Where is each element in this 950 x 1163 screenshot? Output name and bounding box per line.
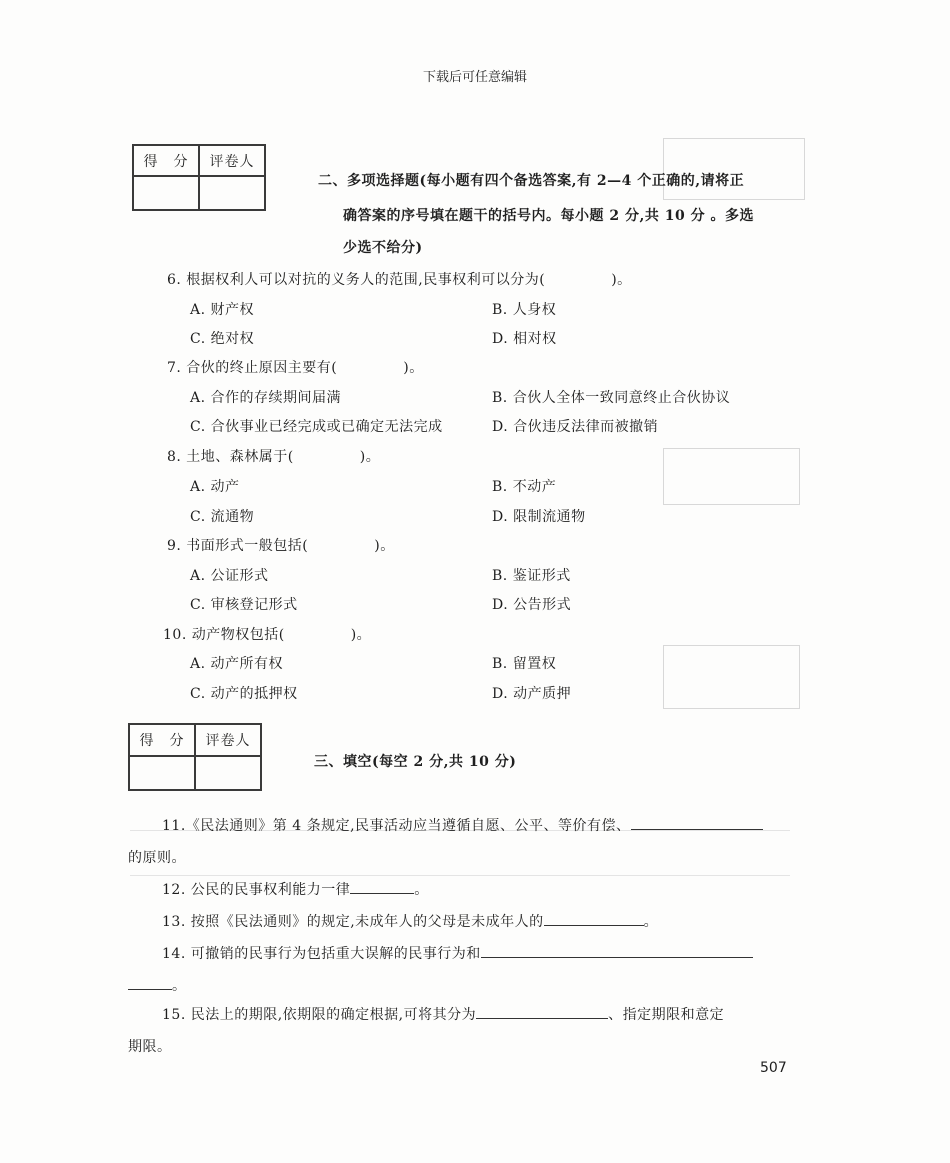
question-7-option-b: B. 合伙人全体一致同意终止合伙协议 (492, 390, 731, 406)
question-8-option-b: B. 不动产 (492, 479, 557, 495)
section-3-title: 三、填空(每空 2 分,共 10 分) (314, 754, 517, 770)
question-9-option-b: B. 鉴证形式 (492, 568, 571, 584)
answer-blank (544, 911, 644, 926)
question-8-option-d: D. 限制流通物 (492, 509, 586, 525)
fill-question-text: 13. 按照《民法通则》的规定,未成年人的父母是未成年人的 (162, 914, 544, 930)
reviewer-label: 评卷人 (195, 724, 261, 756)
question-6-option-d: D. 相对权 (492, 331, 557, 347)
question-stem-text: 9. 书面形式一般包括( (167, 538, 309, 554)
question-10-option-a: A. 动产所有权 (190, 656, 284, 672)
question-8-option-a: A. 动产 (190, 479, 240, 495)
bleed-through-line (130, 875, 790, 876)
question-stem-text: 10. 动产物权包括( (163, 627, 285, 643)
fill-question-text: 11.《民法通则》第 4 条规定,民事活动应当遵循自愿、公平、等价有偿、 (162, 818, 631, 834)
fill-question-end: 。 (414, 882, 429, 898)
fill-question-text: 12. 公民的民事权利能力一律 (162, 882, 351, 898)
question-7-option-a: A. 合作的存续期间届满 (190, 390, 342, 406)
section-2-title-line1: 二、多项选择题(每小题有四个备选答案,有 2—4 个正确的,请将正 (318, 173, 745, 189)
fill-question-end: 。 (643, 914, 659, 930)
fill-question-11 (162, 815, 763, 835)
question-6-option-a: A. 财产权 (190, 302, 255, 318)
fill-question-15-cont: 期限。 (128, 1039, 172, 1055)
section-2-title-line3: 少选不给分) (343, 240, 423, 256)
fill-question-14-cont (128, 975, 187, 995)
question-stem-end: )。 (350, 627, 372, 643)
question-9-stem (167, 535, 395, 555)
score-box (132, 144, 266, 211)
answer-blank (481, 943, 753, 958)
question-7-option-c: C. 合伙事业已经完成或已确定无法完成 (190, 419, 443, 435)
fill-question-text-2: 、指定期限和意定 (608, 1007, 725, 1023)
question-stem-end: )。 (403, 360, 424, 376)
reviewer-cell (195, 756, 261, 790)
score-label: 得 分 (129, 724, 195, 756)
question-stem-text: 7. 合伙的终止原因主要有( (167, 360, 338, 376)
score-label: 得 分 (133, 145, 199, 176)
page-header: 下载后可任意编辑 (422, 70, 527, 85)
answer-blank (350, 879, 414, 894)
fill-question-11-cont: 的原则。 (128, 850, 186, 866)
question-8-option-c: C. 流通物 (190, 509, 255, 525)
question-10-stem (163, 624, 371, 644)
answer-blank (631, 815, 763, 830)
score-cell (129, 756, 195, 790)
question-stem-end: )。 (359, 449, 381, 465)
question-7-stem (167, 357, 424, 377)
fill-question-14 (162, 943, 753, 963)
question-9-option-c: C. 审核登记形式 (190, 597, 298, 613)
answer-blank (476, 1004, 608, 1019)
bleed-through-box-2 (663, 448, 800, 505)
question-9-option-a: A. 公证形式 (190, 568, 269, 584)
bleed-through-box-1 (663, 138, 805, 200)
fill-question-text: 15. 民法上的期限,依期限的确定根据,可将其分为 (162, 1007, 477, 1023)
fill-question-13 (162, 911, 658, 931)
question-7-option-d: D. 合伙违反法律而被撤销 (492, 419, 659, 435)
question-8-stem (167, 446, 380, 466)
score-box (128, 723, 262, 791)
bleed-through-box-3 (663, 645, 800, 709)
question-stem-text: 6. 根据权利人可以对抗的义务人的范围,民事权利可以分为( (167, 272, 546, 288)
question-6-option-c: C. 绝对权 (190, 331, 255, 347)
question-10-option-b: B. 留置权 (492, 656, 557, 672)
question-stem-end: )。 (611, 272, 632, 288)
section-2-title-line2: 确答案的序号填在题干的括号内。每小题 2 分,共 10 分 。多选 (343, 208, 754, 224)
reviewer-label: 评卷人 (199, 145, 265, 176)
fill-question-end: 。 (172, 978, 187, 994)
question-6-option-b: B. 人身权 (492, 302, 557, 318)
question-stem-text: 8. 土地、森林属于( (167, 449, 294, 465)
page-number: 507 (760, 1060, 787, 1076)
fill-question-15 (162, 1004, 724, 1024)
question-9-option-d: D. 公告形式 (492, 597, 572, 613)
score-cell (133, 176, 199, 210)
fill-question-12 (162, 879, 429, 899)
reviewer-cell (199, 176, 265, 210)
question-10-option-d: D. 动产质押 (492, 686, 572, 702)
question-stem-end: )。 (374, 538, 395, 554)
question-10-option-c: C. 动产的抵押权 (190, 686, 298, 702)
question-6-stem (167, 269, 632, 289)
answer-blank (128, 975, 172, 990)
fill-question-text: 14. 可撤销的民事行为包括重大误解的民事行为和 (162, 946, 481, 962)
